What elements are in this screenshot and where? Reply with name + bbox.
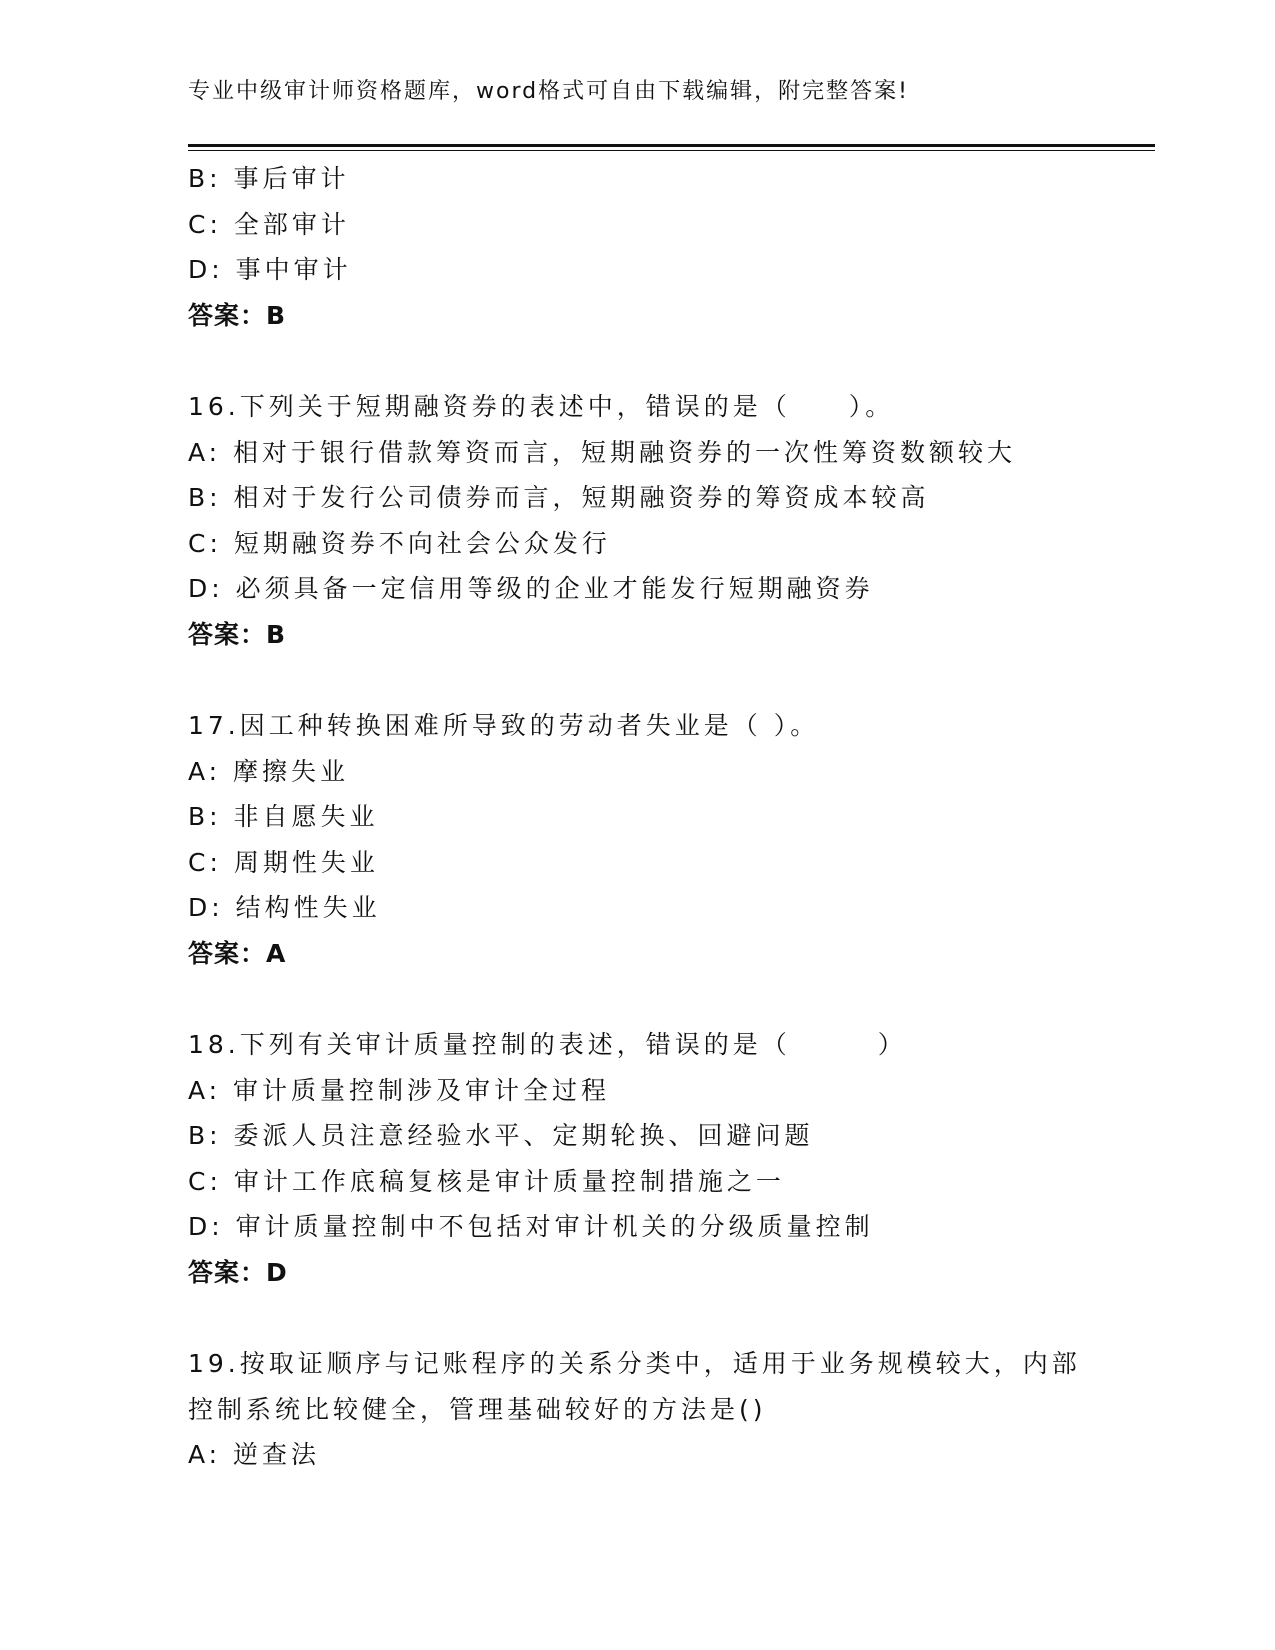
answer: 答案：B: [188, 300, 287, 330]
option-c: C: 审计工作底稿复核是审计质量控制措施之一: [188, 1166, 785, 1196]
option-c: C: 全部审计: [188, 209, 350, 239]
prev-question: [188, 156, 1088, 338]
header-rule-thick: [188, 144, 1155, 147]
spacer: [188, 976, 1088, 1022]
header-rule-thin: [188, 150, 1155, 151]
option-a: A: 相对于银行借款筹资而言，短期融资券的一次性筹资数额较大: [188, 437, 1017, 467]
spacer: [188, 1295, 1088, 1341]
option-b: B: 相对于发行公司债券而言，短期融资券的筹资成本较高: [188, 483, 930, 512]
question-18: [188, 1022, 1088, 1295]
question-stem: 16.下列关于短期融资券的表述中，错误的是（ ）。: [188, 392, 895, 421]
option-d: D: 必须具备一定信用等级的企业才能发行短期融资券: [188, 574, 874, 603]
question-content: [188, 156, 1088, 1478]
question-17: [188, 703, 1088, 976]
option-a: A: 逆查法: [188, 1440, 321, 1469]
answer: 答案：A: [188, 938, 287, 968]
option-b: B: 委派人员注意经验水平、定期轮换、回避问题: [188, 1121, 814, 1150]
question-19: [188, 1341, 1088, 1478]
option-c: C: 周期性失业: [188, 847, 379, 877]
answer: 答案：B: [188, 619, 287, 649]
option-b: B: 事后审计: [188, 164, 350, 193]
answer: 答案：D: [188, 1257, 288, 1287]
option-d: D: 结构性失业: [188, 893, 381, 922]
spacer: [188, 338, 1088, 384]
question-16: [188, 384, 1088, 657]
option-a: A: 审计质量控制涉及审计全过程: [188, 1075, 611, 1105]
question-stem: 18.下列有关审计质量控制的表述，错误的是（ ）: [188, 1030, 907, 1059]
option-a: A: 摩擦失业: [188, 756, 350, 786]
question-stem: 17.因工种转换困难所导致的劳动者失业是（ ）。: [188, 711, 820, 740]
page-header: 专业中级审计师资格题库，word格式可自由下载编辑，附完整答案!: [188, 79, 909, 104]
option-d: D: 审计质量控制中不包括对审计机关的分级质量控制: [188, 1212, 874, 1241]
option-b: B: 非自愿失业: [188, 802, 379, 831]
question-stem-line-1: 19.按取证顺序与记账程序的关系分类中，适用于业务规模较大，内部: [188, 1349, 1081, 1378]
option-d: D: 事中审计: [188, 255, 352, 284]
option-c: C: 短期融资券不向社会公众发行: [188, 528, 611, 558]
question-stem-line-2: 控制系统比较健全，管理基础较好的方法是(): [188, 1394, 767, 1424]
spacer: [188, 657, 1088, 703]
